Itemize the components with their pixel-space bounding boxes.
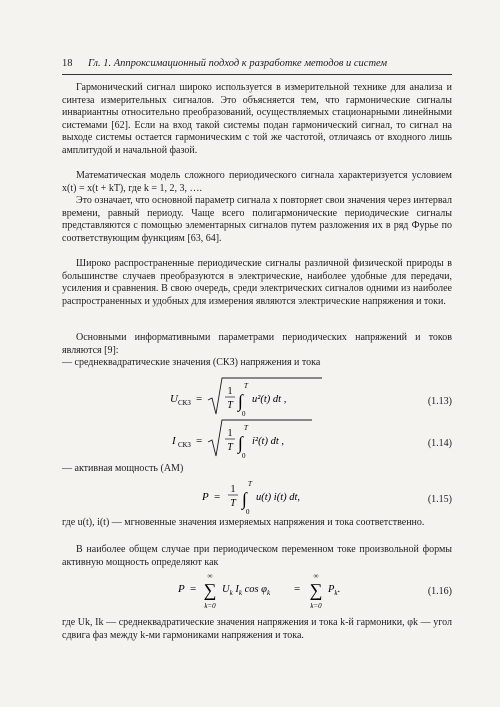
eq116-lhs: P bbox=[178, 583, 185, 595]
paragraph-instantaneous-values: где u(t), i(t) — мгновенные значения измеряемых напряжения и тока соответственно. bbox=[62, 517, 425, 528]
eq114-frac-den: T bbox=[227, 442, 233, 453]
paragraph-harmonic-signal: Гармонический сигнал широко используется в измерительной технике для анализа и синтеза измерительных сигналов. Это объясняется тем, что гармонические сигналы инвариантны относительно преобразований, осуществляемых стационарными линейными системами [62]. Если на вход такой системы подан гармонический сигнал, то сигнал на выходе системы остается гармоническим с той же частотой, отличаясь от входного лишь амплитудой и начальной фазой. bbox=[62, 82, 452, 156]
chapter-title: Гл. 1. Аппроксимационный подход к разработке методов и систем bbox=[88, 58, 388, 69]
paragraph-period-meaning: Это означает, что основной параметр сигнала x повторяет свои значения через интервал времени, равный периоду. Чаще всего полигармонические периодические сигналы представляются с помощью элементарных сигналов путем разложения их в ряд Фурье по соответствующим функциям [63, 64]. bbox=[62, 195, 452, 244]
eq113-lhs: U bbox=[170, 393, 178, 405]
page-number: 18 bbox=[62, 58, 73, 69]
eq114-upper: T bbox=[244, 424, 248, 432]
eq115-frac-num: 1 bbox=[230, 484, 236, 495]
eq115-integral-sign: ∫ bbox=[242, 489, 247, 509]
eq113-integral-sign: ∫ bbox=[238, 391, 243, 411]
eq116-sum1-body: $U_k$ $I_k$ $\cos \varphi_k$ bbox=[222, 584, 271, 597]
eq115-lower: 0 bbox=[246, 508, 250, 516]
equation-1-14 bbox=[62, 418, 452, 462]
paragraph-general-case: В наиболее общем случае при периодическом переменном токе произвольной формы активную мощность определяют как bbox=[62, 544, 452, 568]
eq116-equals: = bbox=[190, 583, 197, 595]
eq113-lhs-sub: СКЗ bbox=[178, 399, 191, 407]
eq113-frac-den: T bbox=[227, 400, 233, 411]
eq114-equals: = bbox=[196, 435, 203, 447]
eq116-sum-sign: ∑ bbox=[203, 580, 217, 600]
equation-number: (1.15) bbox=[427, 494, 452, 505]
paragraph-electrical-signals: Широко распространенные периодические сигналы различной физической природы в большинстве случаев преобразуются в электрические, наиболее удобные для передачи, усиления и сравнения. В свою очередь, среди электрических сигналов одними из наиболее распространенных и удобных для измерения являются электрические напряжения и токи. bbox=[62, 258, 452, 307]
eq114-lower: 0 bbox=[242, 452, 246, 460]
eq113-equals: = bbox=[196, 393, 203, 405]
equation-1-13 bbox=[62, 376, 452, 420]
paragraph-harmonic-definitions: где Uk, Ik — среднеквадратические значения напряжения и тока k-й гармоники, φk — угол сдвига фаз между k-ми гармониками напряжения и тока. bbox=[62, 617, 452, 641]
eq115-lhs: P bbox=[202, 491, 209, 503]
eq113-frac-num: 1 bbox=[227, 386, 233, 397]
equation-1-15 bbox=[62, 474, 452, 518]
eq114-frac-num: 1 bbox=[227, 428, 233, 439]
eq115-equals: = bbox=[214, 491, 221, 503]
eq115-integrand: u(t) i(t) dt, bbox=[256, 492, 301, 503]
eq116-lower: k=0 bbox=[204, 602, 216, 610]
eq114-lhs-sub: СКЗ bbox=[178, 441, 191, 449]
list-item-active-power: — активная мощность (АМ) bbox=[62, 463, 184, 474]
eq115-upper: T bbox=[248, 480, 252, 488]
eq115-frac-den: T bbox=[230, 498, 236, 509]
paragraph-main-parameters: Основными информативными параметрами периодических напряжений и токов являются [9]: bbox=[62, 332, 452, 356]
eq116-sum-sign-2: ∑ bbox=[309, 580, 323, 600]
eq114-lhs: I bbox=[172, 435, 176, 447]
eq116-sum2-body: $P_k$. bbox=[328, 584, 341, 597]
equation-number: (1.13) bbox=[427, 396, 452, 407]
eq113-integrand: u²(t) dt , bbox=[252, 394, 287, 405]
eq113-upper: T bbox=[244, 382, 248, 390]
eq116-upper: ∞ bbox=[207, 572, 213, 580]
eq116-lower-2: k=0 bbox=[310, 602, 322, 610]
eq114-integrand: i²(t) dt , bbox=[252, 436, 285, 447]
paragraph-periodic-model: Математическая модель сложного периодического сигнала характеризуется условием x(t) = x(t + kT), где k = 1, 2, 3, …. bbox=[62, 170, 452, 194]
equation-number: (1.16) bbox=[427, 586, 452, 597]
header-rule bbox=[62, 74, 452, 75]
list-item-rms: — среднеквадратические значения (СКЗ) напряжения и тока bbox=[62, 357, 321, 368]
eq113-lower: 0 bbox=[242, 410, 246, 418]
eq116-upper-2: ∞ bbox=[313, 572, 319, 580]
equation-1-16 bbox=[62, 568, 452, 612]
eq114-integral-sign: ∫ bbox=[238, 433, 243, 453]
equation-number: (1.14) bbox=[427, 438, 452, 449]
running-header bbox=[62, 58, 452, 69]
eq116-equals-2: = bbox=[294, 583, 301, 595]
